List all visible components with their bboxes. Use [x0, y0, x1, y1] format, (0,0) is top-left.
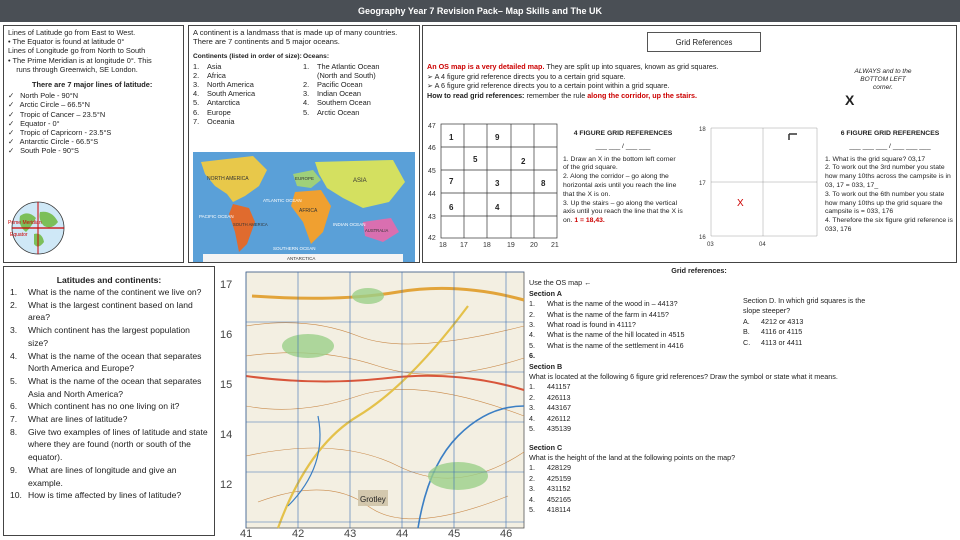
list-item-label: Tropic of Capricorn - 23.5°S: [19, 128, 112, 138]
list-item: [8, 146, 179, 155]
axis-label: 47: [428, 123, 436, 130]
list-item: 2. 426113: [529, 392, 571, 402]
section-c-list: [529, 463, 957, 515]
grid-refs-heading: Grid references:: [671, 266, 727, 275]
globe-diagram: [8, 196, 68, 256]
list-item: 3. 443167: [529, 403, 571, 413]
oceans-list: [303, 62, 379, 117]
grid-intro: [427, 62, 847, 100]
always-note: ALWAYS and to the BOTTOM LEFT corner.: [854, 68, 912, 91]
continents-intro: A continent is a landmass that is made up of many countries. There are 7 continents and 5 major oceans.: [193, 28, 398, 47]
axis-label: 04: [759, 242, 766, 248]
list-item-label: Southern Ocean: [317, 98, 371, 108]
check-icon: ✓: [8, 91, 15, 101]
list-item-label: North America: [207, 80, 254, 90]
section-a-list: [529, 299, 739, 351]
list-item-label: Antarctica: [207, 98, 240, 108]
continents-heading: Continents (listed in order of size):: [193, 53, 302, 61]
check-icon: ✓: [8, 128, 15, 138]
list-item: 5. 418114: [529, 504, 571, 514]
grid-header: Grid References: [647, 32, 761, 52]
map-label: AUSTRALIA: [365, 228, 389, 233]
section-b-intro: What is located at the following 6 figure grid references? Draw the symbol or state what it means.: [529, 372, 838, 382]
option-letter: A.: [743, 316, 750, 326]
list-item: 1. What is the name of the continent we live on?: [10, 287, 202, 297]
latitude-questions-panel: [3, 266, 215, 536]
os-intro-text: They are split up into squares, known as grid squares.: [544, 62, 719, 71]
axis-label: 42: [428, 235, 436, 242]
grid-number: 2: [521, 157, 526, 166]
list-item: [8, 128, 179, 137]
four-figure-grid-diagram: [427, 122, 561, 248]
list-item: 3. Indian Ocean: [303, 89, 361, 99]
map-label: SOUTHERN OCEAN: [273, 246, 316, 251]
list-item-label: Oceania: [207, 116, 235, 126]
os-intro-highlight: An OS map is a very detailed map.: [427, 62, 545, 71]
map-label: INDIAN OCEAN: [333, 222, 366, 227]
map-label: SOUTH AMERICA: [233, 222, 268, 227]
six-figure-blanks: ___ ___ ___ / ___ ___ ___: [849, 142, 931, 150]
question-text: What is the name of the ocean that separates Asia and North America?: [28, 375, 202, 399]
intro-line: Lines of Latitude go from East to West.: [8, 28, 136, 37]
map-label: PACIFIC OCEAN: [199, 214, 234, 219]
globe-label: Equator: [10, 232, 28, 238]
grid-number: 6: [449, 203, 454, 212]
option-text: 4113 or 4411: [761, 337, 803, 347]
how-rule: along the corridor, up the stairs.: [587, 90, 698, 100]
list-item-label: Africa: [207, 70, 226, 80]
map-axis-label: 44: [396, 528, 409, 538]
how-text: remember the rule: [524, 90, 588, 100]
oceans-column: [303, 52, 379, 126]
list-item: 7. What are lines of latitude?: [10, 414, 128, 425]
step: 1. Draw an X in the bottom left corner of the grid square.: [563, 155, 676, 172]
axis-label: 17: [460, 242, 468, 248]
option-text: 4116 or 4115: [761, 327, 803, 337]
list-item: 4. What is the name of the ocean that separates North America and Europe?: [10, 350, 208, 375]
list-item: 1. 428129: [529, 463, 571, 473]
grid-number: 5: [473, 155, 478, 164]
list-item-label: Antarctic Circle - 66.5°S: [19, 137, 99, 147]
map-axis-label: 41: [240, 528, 253, 538]
world-map: [193, 152, 415, 262]
list-item: [743, 338, 883, 348]
check-icon: ✓: [8, 109, 15, 119]
list-item: 4. South America: [193, 89, 256, 99]
question-text: What road is found in 4111?: [547, 320, 636, 330]
four-figure-blanks: ___ ___ / ___ ___: [595, 142, 651, 150]
option-letter: C.: [743, 337, 751, 347]
step-text: 3. Up the stairs – go along the vertical axis until you reach the line that the X is on.: [563, 199, 683, 225]
check-icon: ✓: [8, 146, 15, 156]
map-axis-label: 17: [220, 279, 233, 291]
list-item-label: The Atlantic Ocean: [317, 61, 380, 71]
list-item: 4. Southern Ocean: [303, 98, 371, 108]
list-item: 1. What is the name of the wood in – 4413?: [529, 299, 678, 309]
latitude-intro: [8, 28, 179, 74]
list-item: 2. What is the name of the farm in 4415?: [529, 309, 669, 319]
list-item-label: South America: [207, 89, 256, 99]
step: 4. Therefore the six figure grid reference is 033, 176: [825, 217, 953, 233]
grid-ref-value: 431152: [547, 484, 571, 494]
grid-ref-value: 452165: [547, 494, 571, 504]
bullet-text: A 4 figure grid reference directs you to a certain grid square.: [434, 71, 626, 81]
grid-references-panel: [422, 25, 957, 263]
grid-number: 3: [495, 179, 500, 188]
axis-label: 20: [530, 242, 538, 248]
grid-ref-value: 435139: [547, 424, 571, 434]
questions-list: [10, 286, 208, 502]
axis-label: 18: [699, 127, 706, 133]
list-item: 1. Asia: [193, 61, 222, 71]
bullet: ➢ A 6 figure grid reference directs you to a certain point within a grid square.: [427, 81, 670, 91]
list-item: 4. 452165: [529, 494, 571, 504]
question-text: What is the largest continent based on land area?: [28, 299, 193, 323]
list-item: 5. Arctic Ocean: [303, 107, 360, 117]
map-axis-label: 14: [220, 429, 233, 441]
list-item-label: Europe: [207, 107, 231, 117]
latitude-panel: [3, 25, 184, 263]
six-figure-heading: 6 FIGURE GRID REFERENCES: [840, 130, 940, 137]
axis-label: 44: [428, 191, 436, 198]
latitude-heading: There are 7 major lines of latitude:: [32, 80, 153, 90]
question-text: What is the name of the farm in 4415?: [547, 309, 669, 319]
bullet: ➢ A 4 figure grid reference directs you to a certain grid square.: [427, 71, 626, 81]
continents-columns: [193, 52, 415, 126]
list-item-label: North Pole - 90°N: [20, 91, 79, 101]
continents-list: [193, 62, 303, 126]
map-label: EUROPE: [295, 176, 315, 181]
list-item-label: Asia: [207, 61, 222, 71]
check-icon: ✓: [8, 137, 15, 147]
map-axis-label: 15: [220, 379, 233, 391]
list-item: 1. The Atlantic Ocean: [303, 61, 380, 71]
grid-ref-value: 426112: [547, 413, 571, 423]
grid-ref-value: 443167: [547, 403, 571, 413]
grid-number: 4: [495, 203, 500, 212]
continents-panel: [188, 25, 420, 263]
list-item: 2. What is the largest continent based on land area?: [10, 299, 208, 324]
grid-ref-value: 418114: [547, 504, 571, 514]
list-item: [8, 110, 179, 119]
section-b-heading: Section B: [529, 361, 563, 371]
list-item: 3. 431152: [529, 484, 571, 494]
list-item: 1. 441157: [529, 382, 571, 392]
campsite-icon: [789, 134, 797, 140]
list-item: 6. Which continent has no one living on it?: [10, 401, 180, 412]
map-axis-label: 12: [220, 479, 233, 491]
question-text: What are lines of longitude and give an example.: [28, 464, 177, 488]
intro-line: • The Prime Meridian is at longitude 0°. This: [8, 55, 152, 65]
list-item: 10. How is time affected by lines of latitude?: [10, 490, 182, 501]
axis-label: 03: [707, 242, 714, 248]
map-axis-label: 45: [448, 528, 461, 538]
map-axis-label: 43: [344, 528, 357, 538]
latitude-list: [8, 91, 179, 155]
map-axis-label: 46: [500, 528, 513, 538]
list-item-label: Pacific Ocean: [317, 80, 363, 90]
grid-number: 1: [449, 133, 454, 142]
question-text: Give two examples of lines of latitude and state where they are found (north or south of the equator).: [28, 426, 208, 463]
question-text: What is the name of the ocean that separates North America and Europe?: [28, 350, 202, 374]
list-item-label: Tropic of Cancer – 23.5°N: [19, 109, 106, 119]
os-map: [218, 266, 526, 538]
grid-number: 8: [541, 179, 546, 188]
question-text: What is the name of the hill located in 4515: [547, 330, 685, 340]
map-label: ATLANTIC OCEAN: [263, 198, 302, 203]
axis-label: 19: [507, 242, 515, 248]
grid-number: 7: [449, 177, 454, 186]
six-figure-section: [825, 130, 955, 235]
map-label: ASIA: [353, 178, 367, 184]
section-c-heading: Section C: [529, 442, 563, 452]
axis-label: 17: [699, 181, 706, 187]
axis-label: 43: [428, 214, 436, 221]
list-item: 5. 435139: [529, 424, 571, 434]
page-title: Geography Year 7 Revision Pack– Map Skills and The UK: [0, 0, 960, 22]
axis-label: 18: [439, 242, 447, 248]
list-item: 5. Antarctica: [193, 98, 240, 108]
list-item: [743, 317, 883, 327]
list-item: 4. 426112: [529, 413, 571, 423]
list-item: 6. Europe: [193, 107, 231, 117]
list-item: [303, 71, 379, 80]
axis-label: 45: [428, 168, 436, 175]
questions-heading: Latitudes and continents:: [56, 275, 162, 285]
intro-line: • The Equator is found at latitude 0°: [8, 37, 125, 47]
axis-label: 21: [551, 242, 559, 248]
step: 2. To work out the 3rd number you state how many 10ths across the campsite is in 03, 17 = 033, 17_: [825, 164, 951, 189]
grid-ref-value: 425159: [547, 473, 571, 483]
question-text: What is the name of the continent we live on?: [28, 287, 202, 297]
list-item: 5. What is the name of the settlement in 4416: [529, 340, 684, 350]
option-text: 4212 or 4313: [761, 316, 804, 326]
list-item-label: Equator - 0°: [20, 118, 60, 128]
list-item: 2. Africa: [193, 70, 226, 80]
question-text: Which continent has no one living on it?: [28, 401, 180, 412]
list-item: [8, 91, 179, 100]
list-item: 3. What road is found in 4111?: [529, 320, 636, 330]
list-item: [8, 119, 179, 128]
section-a-heading: Section A: [529, 288, 562, 298]
list-item-label: Indian Ocean: [317, 89, 361, 99]
question-text: Which continent has the largest population size?: [28, 325, 190, 348]
option-letter: B.: [743, 327, 750, 337]
section-c-intro: What is the height of the land at the following points on the map?: [529, 452, 736, 462]
list-item: 2. Pacific Ocean: [303, 80, 363, 90]
cross-icon: X: [737, 198, 744, 209]
check-icon: ✓: [8, 100, 15, 110]
grid-ref-value: 428129: [547, 463, 571, 473]
os-map-image: [218, 266, 526, 538]
step: [563, 200, 683, 226]
map-place-label: Grotley: [360, 495, 386, 504]
bullet-text: A 6 figure grid reference directs you to a certain point within a grid square.: [434, 81, 670, 91]
axis-label: 46: [428, 145, 436, 152]
list-item: 8. Give two examples of lines of latitude and state where they are found (north or south of the equator).: [10, 426, 208, 463]
question-text: What are lines of latitude?: [28, 414, 128, 425]
list-item: 2. 425159: [529, 473, 571, 483]
cross-icon: X: [845, 92, 855, 108]
list-item-label: (North and South): [317, 70, 376, 80]
list-item-label: Arctic Ocean: [317, 107, 360, 117]
step-answer: 1 = 18,43.: [574, 217, 605, 225]
use-map-note: Use the OS map ←: [529, 278, 592, 288]
intro-line: Lines of Longitude go from North to South: [8, 46, 146, 56]
how-to-read: [427, 91, 847, 101]
how-label: How to read grid references:: [427, 90, 525, 100]
list-item-label: Arctic Circle – 66.5°N: [19, 100, 90, 110]
list-item: 3. Which continent has the largest population size?: [10, 324, 208, 349]
globe-label: Prime Meridian: [8, 220, 42, 226]
list-item: [8, 100, 179, 109]
map-axis-label: 42: [292, 528, 305, 538]
list-item: 4. What is the name of the hill located in 4515: [529, 330, 685, 340]
four-figure-section: [563, 130, 683, 226]
continents-column: [193, 52, 303, 126]
section-d-heading: Section D. In which grid squares is the slope steeper?: [743, 296, 866, 316]
step: 3. To work out the 6th number you state how many 10ths up the grid square the campsite is = 033, 176: [825, 190, 945, 216]
list-item: 5. What is the name of the ocean that separates Asia and North America?: [10, 375, 208, 400]
map-axis-label: 16: [220, 329, 233, 341]
map-label: AFRICA: [299, 208, 318, 214]
four-figure-heading: 4 FIGURE GRID REFERENCES: [573, 130, 673, 137]
grid-ref-value: 441157: [547, 382, 571, 392]
step: 2. Along the corridor – go along the horizontal axis until you reach the line that the X is on.: [563, 173, 677, 198]
six-figure-grid-diagram: [697, 122, 823, 248]
axis-label: 16: [699, 235, 706, 241]
list-item: 9. What are lines of longitude and give an example.: [10, 464, 208, 489]
list-item: [743, 327, 883, 337]
step: 1. What is the grid square? 03,17: [825, 155, 926, 163]
grid-reference-questions: [529, 266, 957, 538]
grid-number: 9: [495, 133, 500, 142]
section-d: [743, 296, 883, 348]
section-a-extra: 6.: [529, 351, 535, 361]
question-text: How is time affected by lines of latitude?: [28, 490, 182, 501]
map-label: ANTARCTICA: [287, 256, 316, 261]
question-text: What is the name of the wood in – 4413?: [547, 299, 678, 309]
grid-ref-value: 426113: [547, 392, 571, 402]
section-b-list: [529, 382, 957, 434]
list-item: 7. Oceania: [193, 116, 235, 126]
oceans-heading: Oceans:: [303, 53, 330, 61]
axis-label: 18: [483, 242, 491, 248]
list-item: 3. North America: [193, 80, 254, 90]
map-label: NORTH AMERICA: [207, 176, 249, 182]
list-item: [8, 137, 179, 146]
intro-line: runs through Greenwich, SE London.: [8, 64, 138, 74]
os-intro: [427, 62, 847, 72]
check-icon: ✓: [8, 118, 15, 128]
list-item-label: South Pole - 90°S: [20, 146, 79, 156]
question-text: What is the name of the settlement in 4416: [547, 340, 684, 350]
